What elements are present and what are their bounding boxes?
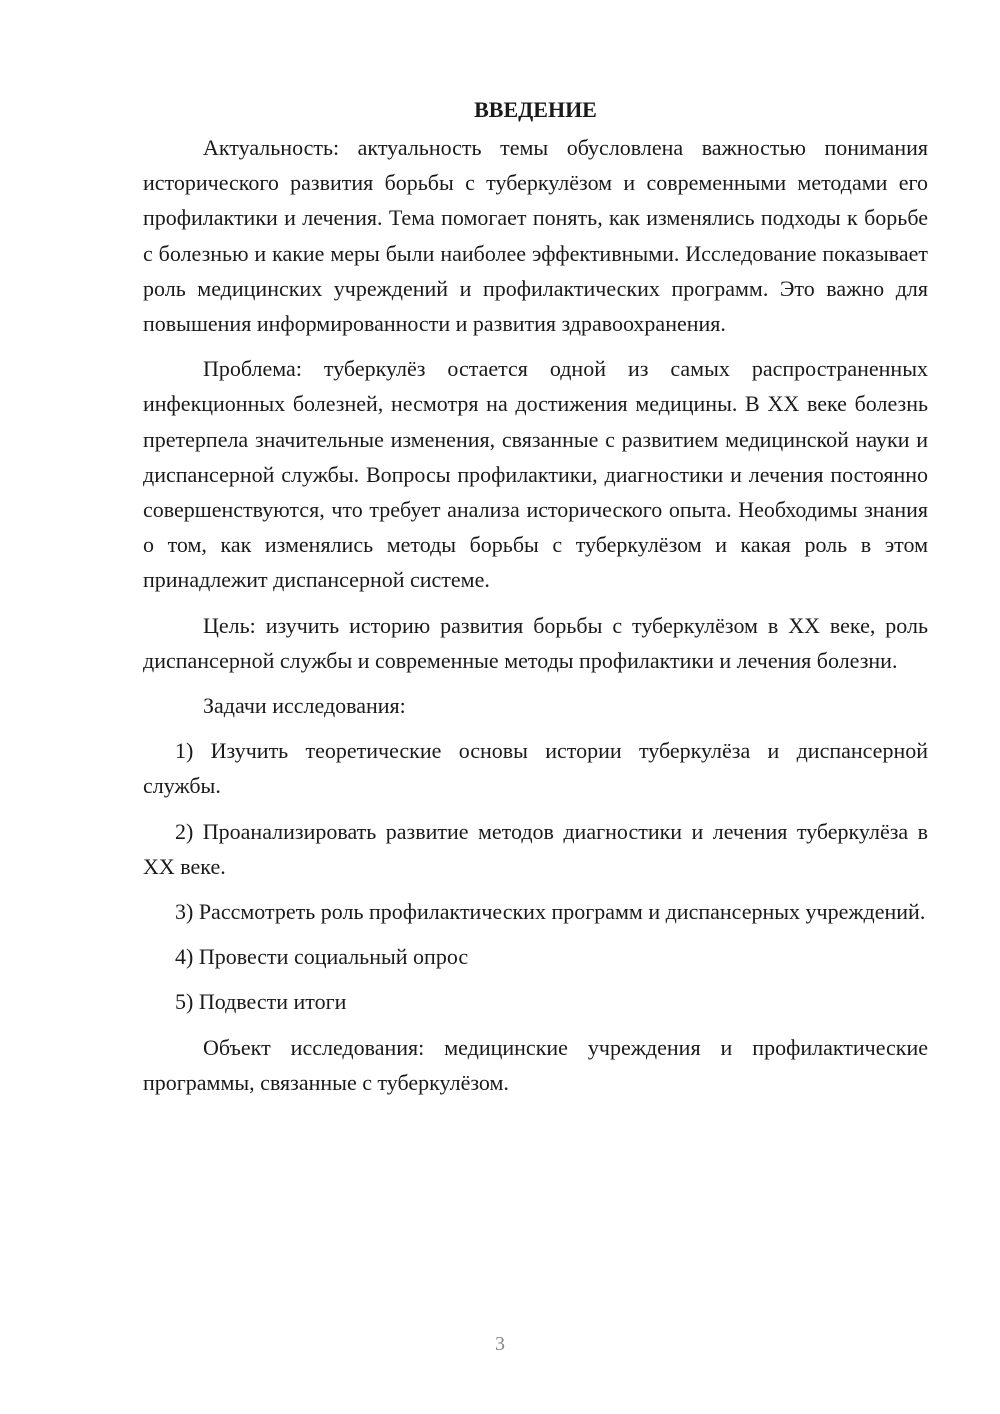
task-item: 5) Подвести итоги [175,989,347,1015]
goal-paragraph: Цель: изучить историю развития борьбы с туберкулёзом в XX веке, роль диспансерной службы и современные методы профилактики и лечения болезни. [143,612,928,673]
document-page [143,92,928,1110]
section-heading: ВВЕДЕНИЕ [474,97,597,122]
task-item: 1) Изучить теоретические основы истории туберкулёза и диспансерной службы. [143,738,928,799]
object-paragraph: Объект исследования: медицинские учреждения и профилактические программы, связанные с туберкулёзом. [143,1034,928,1095]
relevance-paragraph: Актуальность: актуальность темы обусловлена важностью понимания исторического развития борьбы с туберкулёзом и современными методами его профилактики и лечения. Тема помогает понять, как изменялись подходы к борьбе с болезнью и какие меры были наиболее эффективными. Исследование показывает роль медицинских учреждений и профилактических программ. Это важно для повышения информированности и развития здравоохранения. [143,135,928,337]
tasks-heading: Задачи исследования: [203,693,406,719]
page-number: 3 [495,1333,505,1355]
task-item: 3) Рассмотреть роль профилактических программ и диспансерных учреждений. [175,899,926,925]
problem-paragraph: Проблема: туберкулёз остается одной из самых распространенных инфекционных болезней, несмотря на достижения медицины. В XX веке болезнь претерпела значительные изменения, связанные с развитием медицинской науки и диспансерной службы. Вопросы профилактики, диагностики и лечения постоянно совершенствуются, что требует анализа исторического опыта. Необходимы знания о том, как изменялись методы борьбы с туберкулёзом и какая роль в этом принадлежит диспансерной системе. [143,356,928,593]
task-item: 4) Провести социальный опрос [175,944,469,970]
task-item: 2) Проанализировать развитие методов диагностики и лечения туберкулёза в XX веке. [143,818,928,879]
